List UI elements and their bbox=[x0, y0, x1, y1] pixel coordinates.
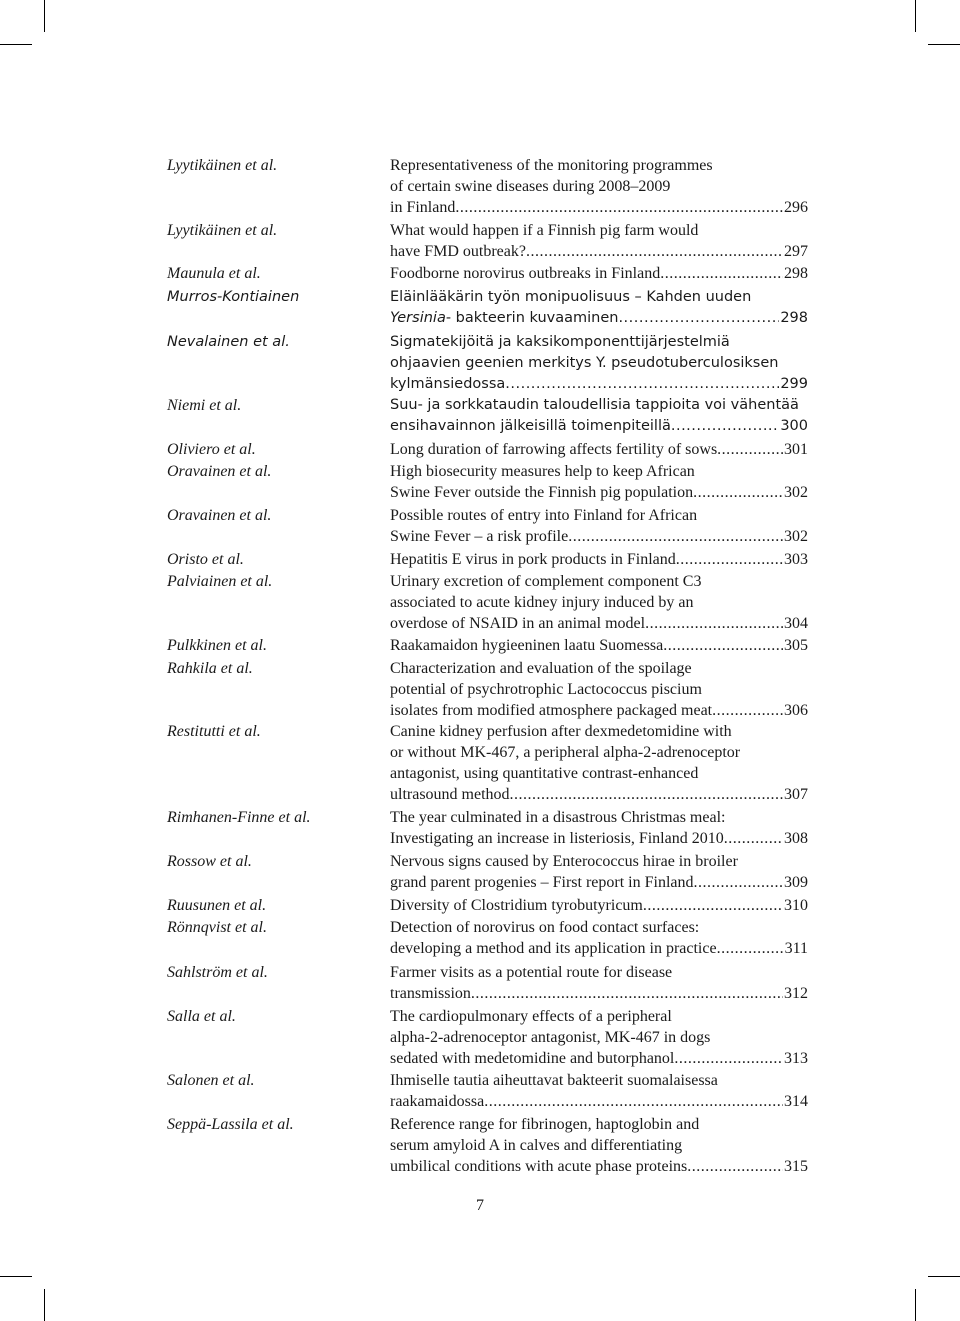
page-number: 298 bbox=[784, 265, 808, 282]
entry-title bbox=[390, 917, 808, 959]
entry-author: Lyytikäinen et al. bbox=[167, 157, 278, 174]
entry-author: Oravainen et al. bbox=[167, 507, 272, 524]
entry-title bbox=[390, 1070, 808, 1112]
title-line: Eläinlääkärin työn monipuolisuus – Kahden uuden bbox=[390, 289, 752, 305]
page-number: 305 bbox=[784, 637, 808, 654]
page-number: 308 bbox=[784, 830, 808, 847]
leader-dots bbox=[694, 872, 784, 893]
entry-title bbox=[390, 439, 808, 460]
entry-author: Nevalainen et al. bbox=[167, 334, 290, 350]
page-number: 309 bbox=[784, 874, 808, 891]
leader-dots bbox=[510, 784, 783, 805]
title-line: raakamaidossa bbox=[390, 1093, 485, 1110]
title-line: Ihmiselle tautia aiheuttavat bakteerit suomalaisessa bbox=[390, 1072, 718, 1089]
leader-dots bbox=[663, 635, 783, 656]
title-line: associated to acute kidney injury induced by an bbox=[390, 594, 694, 611]
entry-title bbox=[390, 962, 808, 1004]
page-number: 297 bbox=[784, 243, 808, 260]
title-line: Representativeness of the monitoring programmes bbox=[390, 157, 713, 174]
leader-dots bbox=[712, 700, 783, 721]
entry-author: Oristo et al. bbox=[167, 551, 244, 568]
title-line: or without MK-467, a peripheral alpha-2-adrenoceptor bbox=[390, 744, 741, 761]
entry-title bbox=[390, 635, 808, 656]
leader-dots bbox=[643, 895, 783, 916]
title-line: isolates from modified atmosphere packaged meat bbox=[390, 702, 713, 719]
title-line: grand parent progenies – First report in Finland bbox=[390, 874, 694, 891]
entry-author: Niemi et al. bbox=[167, 397, 242, 414]
title-line: umbilical conditions with acute phase proteins bbox=[390, 1158, 688, 1175]
page-number: 302 bbox=[784, 528, 808, 545]
title-line: Diversity of Clostridium tyrobutyricum bbox=[390, 897, 643, 914]
leader-dots bbox=[618, 308, 779, 329]
entry-title bbox=[390, 332, 808, 395]
page-number: 302 bbox=[784, 484, 808, 501]
species-name: Yersinia bbox=[390, 310, 446, 326]
leader-dots bbox=[671, 416, 779, 437]
page-number: 298 bbox=[780, 310, 808, 326]
title-line: Nervous signs caused by Enterococcus hirae in broiler bbox=[390, 853, 738, 870]
entry-author: Pulkkinen et al. bbox=[167, 637, 267, 654]
entry-author: Palviainen et al. bbox=[167, 573, 273, 590]
title-line: Foodborne norovirus outbreaks in Finland bbox=[390, 265, 661, 282]
title-line: antagonist, using quantitative contrast-enhanced bbox=[390, 765, 699, 782]
entry-author: Rossow et al. bbox=[167, 853, 252, 870]
title-line: Urinary excretion of complement component C3 bbox=[390, 573, 702, 590]
entry-author: Restitutti et al. bbox=[167, 723, 261, 740]
page-number: 312 bbox=[784, 985, 808, 1002]
title-line: Sigmatekijöitä ja kaksikomponenttijärjestelmiä bbox=[390, 334, 730, 350]
entry-title bbox=[390, 395, 808, 437]
entry-author: Seppä-Lassila et al. bbox=[167, 1116, 294, 1133]
page-number: 315 bbox=[784, 1158, 808, 1175]
page-number: 304 bbox=[784, 615, 808, 632]
leader-dots bbox=[505, 374, 779, 395]
title-line: Suu- ja sorkkataudin taloudellisia tappioita voi vähentää bbox=[390, 397, 799, 413]
title-line: The cardiopulmonary effects of a peripheral bbox=[390, 1008, 672, 1025]
leader-dots bbox=[645, 613, 783, 634]
entry-title bbox=[390, 1114, 808, 1177]
entry-author: Maunula et al. bbox=[167, 265, 261, 282]
entry-title bbox=[390, 461, 808, 503]
title-line: developing a method and its application in practice bbox=[390, 940, 717, 957]
title-line: alpha-2-adrenoceptor antagonist, MK-467 in dogs bbox=[390, 1029, 711, 1046]
title-line: have FMD outbreak? bbox=[390, 243, 526, 260]
leader-dots bbox=[484, 1091, 783, 1112]
entry-title bbox=[390, 220, 808, 262]
leader-dots bbox=[471, 983, 783, 1004]
entry-author: Sahlström et al. bbox=[167, 964, 268, 981]
entry-title bbox=[390, 571, 808, 634]
title-line: Yersinia- bakteerin kuvaaminen bbox=[390, 310, 619, 326]
title-line: transmission bbox=[390, 985, 471, 1002]
title-line: Farmer visits as a potential route for disease bbox=[390, 964, 673, 981]
page-number: 314 bbox=[784, 1093, 808, 1110]
leader-dots bbox=[687, 1156, 783, 1177]
entry-author: Rahkila et al. bbox=[167, 660, 253, 677]
title-line: Detection of norovirus on food contact surfaces: bbox=[390, 919, 700, 936]
page-number: 300 bbox=[780, 418, 808, 434]
entry-title bbox=[390, 155, 808, 218]
entry-title bbox=[390, 721, 808, 805]
leader-dots bbox=[660, 263, 783, 284]
title-line: ohjaavien geenien merkitys Y. pseudotuberculosiksen bbox=[390, 355, 779, 371]
title-line: Hepatitis E virus in pork products in Finland bbox=[390, 551, 676, 568]
leader-dots bbox=[674, 1048, 783, 1069]
page-number: 301 bbox=[784, 441, 808, 458]
title-line: Reference range for fibrinogen, haptoglobin and bbox=[390, 1116, 700, 1133]
entry-title bbox=[390, 1006, 808, 1069]
title-line: potential of psychrotrophic Lactococcus piscium bbox=[390, 681, 702, 698]
title-line: kylmänsiedossa bbox=[390, 376, 506, 392]
leader-dots bbox=[717, 439, 783, 460]
title-line: serum amyloid A in calves and differentiating bbox=[390, 1137, 683, 1154]
title-line: sedated with medetomidine and butorphanol bbox=[390, 1050, 675, 1067]
entry-author: Rimhanen-Finne et al. bbox=[167, 809, 311, 826]
entry-title bbox=[390, 851, 808, 893]
page-number: 311 bbox=[784, 940, 808, 957]
title-line: Canine kidney perfusion after dexmedetomidine with bbox=[390, 723, 732, 740]
entry-title bbox=[390, 658, 808, 721]
title-line: Investigating an increase in listeriosis, Finland 2010 bbox=[390, 830, 724, 847]
entry-author: Ruusunen et al. bbox=[167, 897, 267, 914]
entry-author: Rönnqvist et al. bbox=[167, 919, 267, 936]
title-line: The year culminated in a disastrous Christmas meal: bbox=[390, 809, 726, 826]
leader-dots bbox=[724, 828, 783, 849]
entry-author: Murros-Kontiainen bbox=[167, 289, 300, 305]
title-line: Swine Fever – a risk profile bbox=[390, 528, 569, 545]
entry-author: Lyytikäinen et al. bbox=[167, 222, 278, 239]
entry-title bbox=[390, 263, 808, 284]
title-line: of certain swine diseases during 2008–2009 bbox=[390, 178, 671, 195]
entry-author: Salla et al. bbox=[167, 1008, 236, 1025]
title-line: in Finland bbox=[390, 199, 456, 216]
title-line: ultrasound method bbox=[390, 786, 510, 803]
page-number-footer: 7 bbox=[476, 1197, 484, 1214]
title-line: ensihavainnon jälkeisillä toimenpiteillä bbox=[390, 418, 671, 434]
title-line: Characterization and evaluation of the spoilage bbox=[390, 660, 692, 677]
leader-dots bbox=[568, 526, 783, 547]
page-number: 313 bbox=[784, 1050, 808, 1067]
page-number: 306 bbox=[784, 702, 808, 719]
page-number: 299 bbox=[780, 376, 808, 392]
entry-title bbox=[390, 549, 808, 570]
title-line: Long duration of farrowing affects fertility of sows bbox=[390, 441, 718, 458]
leader-dots bbox=[455, 197, 783, 218]
title-line: Swine Fever outside the Finnish pig population bbox=[390, 484, 694, 501]
leader-dots bbox=[526, 241, 783, 262]
leader-dots bbox=[676, 549, 783, 570]
title-line: High biosecurity measures help to keep African bbox=[390, 463, 695, 480]
page-number: 310 bbox=[784, 897, 808, 914]
title-line: overdose of NSAID in an animal model bbox=[390, 615, 646, 632]
entry-title bbox=[390, 807, 808, 849]
page-number: 296 bbox=[784, 199, 808, 216]
entry-author: Salonen et al. bbox=[167, 1072, 255, 1089]
title-line: What would happen if a Finnish pig farm would bbox=[390, 222, 699, 239]
page-number: 307 bbox=[784, 786, 808, 803]
entry-title bbox=[390, 895, 808, 916]
page-number: 303 bbox=[784, 551, 808, 568]
entry-title bbox=[390, 287, 808, 329]
title-line: Possible routes of entry into Finland for African bbox=[390, 507, 698, 524]
title-line: Raakamaidon hygieeninen laatu Suomessa bbox=[390, 637, 664, 654]
entry-title bbox=[390, 505, 808, 547]
leader-dots bbox=[717, 938, 784, 959]
leader-dots bbox=[693, 482, 783, 503]
entry-author: Oliviero et al. bbox=[167, 441, 256, 458]
entry-author: Oravainen et al. bbox=[167, 463, 272, 480]
